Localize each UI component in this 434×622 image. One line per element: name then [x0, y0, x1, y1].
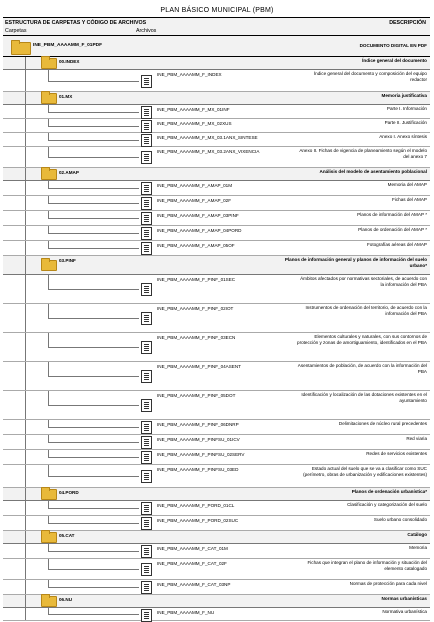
- section-row-01-mx[interactable]: [3, 92, 430, 105]
- file-icon: [141, 212, 152, 225]
- file-icon: [141, 227, 152, 240]
- tree-connector: [25, 516, 26, 530]
- tree-connector: [25, 70, 26, 91]
- file-icon: [141, 106, 152, 119]
- file-name: INE_PBM_AAAAMM_F_AMAP_05OF: [157, 243, 235, 248]
- file-row[interactable]: [3, 211, 430, 226]
- file-row[interactable]: [3, 559, 430, 580]
- file-icon: [141, 563, 152, 576]
- tree-connector: [48, 241, 139, 249]
- table-header: [3, 18, 430, 27]
- file-name: INE_PBM_AAAAMM_F_CAT_01M: [157, 546, 228, 551]
- file-icon: [141, 545, 152, 558]
- file-icon: [141, 283, 152, 296]
- page-title: PLAN BÁSICO MUNICIPAL (PBM): [160, 7, 274, 14]
- description-header: DESCRIPCIÓN: [389, 19, 426, 26]
- file-description: Identificación y localización de las dotaciones existentes en el ayuntamiento: [301, 392, 427, 403]
- tree-connector: [48, 133, 139, 141]
- tree-connector: [25, 241, 26, 255]
- file-row[interactable]: [3, 333, 430, 362]
- file-name: INE_PBM_AAAAMM_F_PINF_01SEC: [157, 277, 236, 282]
- file-description: Anexo I. Anexo síntesis: [379, 134, 427, 139]
- tree-connector: [48, 226, 139, 234]
- tree-connector: [25, 580, 26, 594]
- tree-connector: [48, 181, 139, 189]
- file-row[interactable]: [3, 105, 430, 119]
- tree-connector: [48, 211, 139, 219]
- file-description: Delimitaciones de núcleo rural precedentes: [338, 421, 427, 426]
- file-description: Estado actual del suelo que se va a clasificar como SUC (perímetro, obras de urbanización y edificaciones existentes): [303, 466, 427, 477]
- file-row[interactable]: [3, 181, 430, 196]
- table-subheader: [3, 27, 430, 36]
- section-row-06-nu[interactable]: [3, 595, 430, 608]
- tree-connector: [25, 181, 26, 195]
- file-description: Fotografías aéreas del AMAP: [366, 242, 427, 247]
- section-folder-name: 00.INDEX: [59, 59, 80, 64]
- tree-connector: [25, 57, 26, 69]
- file-icon: [141, 517, 152, 530]
- file-name: INE_PBM_AAAAMM_F_CAT_03NP: [157, 582, 231, 587]
- file-row[interactable]: [3, 196, 430, 211]
- tree-connector: [25, 595, 26, 607]
- tree-connector: [25, 531, 26, 543]
- file-icon: [141, 609, 152, 622]
- tree-connector: [48, 435, 139, 443]
- tree-connector: [48, 559, 139, 570]
- folder-icon: [41, 169, 57, 180]
- structure-header: ESTRUCTURA DE CARPETAS Y CÓDIGO DE ARCHIVOS: [5, 19, 147, 26]
- section-folder-name: 02.AMAP: [59, 170, 79, 175]
- file-name: INE_PBM_AAAAMM_F_PORD_02SUC: [157, 518, 239, 523]
- folders-header: Carpetas: [5, 28, 27, 34]
- tree-connector: [48, 105, 139, 113]
- file-name: INE_PBM_AAAAMM_F_PORD_01CL: [157, 503, 235, 508]
- tree-connector: [48, 501, 139, 509]
- tree-connector: [25, 105, 26, 118]
- file-row[interactable]: [3, 147, 430, 168]
- file-icon: [141, 470, 152, 483]
- file-name: INE_PBM_AAAAMM_F_PINF_05DOT: [157, 393, 236, 398]
- file-description: Normativa urbanística: [382, 609, 427, 614]
- file-description: Memoria del AMAP: [387, 182, 427, 187]
- section-folder-name: 04.PORD: [59, 490, 79, 495]
- file-icon: [141, 151, 152, 164]
- section-description: Análisis del modelo de asentamiento poblacional: [319, 169, 427, 174]
- tree-connector: [25, 465, 26, 487]
- file-description: Elementos culturales y naturales, con sus contornos de protección y zonas de amortiguamiento, identificados en el PBA: [297, 334, 427, 345]
- file-name: INE_PBM_AAAAMM_F_PINF_02IOT: [157, 306, 234, 311]
- tree-connector: [25, 559, 26, 579]
- tree-connector: [25, 488, 26, 500]
- file-description: Planos de ordenación del AMAP *: [358, 227, 427, 232]
- section-row-00-index[interactable]: [3, 57, 430, 70]
- section-folder-name: 03.PINF: [59, 258, 76, 263]
- section-description: Planos de información general y planos de información del suelo urbano*: [284, 257, 427, 268]
- tree-connector: [48, 391, 139, 406]
- root-folder-description: DOCUMENTO DIGITAL EN PDF: [359, 43, 427, 48]
- file-icon: [141, 182, 152, 195]
- tree-connector: [25, 226, 26, 240]
- file-name: INE_PBM_AAAAMM_F_PINFSU_02SERV: [157, 452, 245, 457]
- file-description: Red viaria: [406, 436, 427, 441]
- section-row-02-amap[interactable]: [3, 168, 430, 181]
- tree-connector: [25, 362, 26, 390]
- tree-connector: [25, 304, 26, 332]
- folder-structure-table: [3, 17, 430, 621]
- folder-icon: [41, 93, 57, 104]
- tree-connector: [48, 70, 139, 82]
- file-description: Normas de protección para cada nivel: [349, 581, 427, 586]
- file-row[interactable]: [3, 516, 430, 531]
- file-row[interactable]: [3, 241, 430, 256]
- tree-connector: [48, 450, 139, 458]
- tree-connector: [25, 333, 26, 361]
- folder-icon: [41, 260, 57, 271]
- section-row-05-cat[interactable]: [3, 531, 430, 544]
- file-row[interactable]: [3, 544, 430, 559]
- folder-icon: [41, 532, 57, 543]
- file-row[interactable]: [3, 226, 430, 241]
- tree-connector: [25, 435, 26, 449]
- file-description: Clasificación y categorización del suelo: [347, 502, 427, 507]
- file-row[interactable]: [3, 391, 430, 420]
- file-name: INE_PBM_AAAAMM_F_AMAP_01M: [157, 183, 233, 188]
- file-description: Índice general del documento y composición del equipo redactor: [313, 71, 427, 82]
- file-icon: [141, 581, 152, 594]
- tree-connector: [25, 92, 26, 104]
- file-row[interactable]: [3, 119, 430, 133]
- tree-connector: [25, 275, 26, 303]
- section-description: Índice general del documento: [362, 58, 427, 63]
- folder-icon: [41, 58, 57, 69]
- file-name: INE_PBM_AAAAMM_F_AMAP_03PINF: [157, 213, 239, 218]
- file-name: INE_PBM_AAAAMM_F_AMAP_04PORD: [157, 228, 242, 233]
- tree-connector: [48, 147, 139, 158]
- tree-connector: [48, 544, 139, 552]
- tree-connector: [25, 450, 26, 464]
- file-name: INE_PBM_AAAAMM_F_PINF_03ECN: [157, 335, 236, 340]
- tree-connector: [25, 168, 26, 180]
- file-description: Parte II. Justificación: [384, 120, 427, 125]
- file-name: INE_PBM_AAAAMM_F_NU: [157, 610, 215, 615]
- tree-connector: [48, 275, 139, 290]
- file-description: Anexo II. Fichas de vigencia de planeamiento según el modelo del anexo 7: [299, 148, 427, 159]
- tree-connector: [25, 608, 26, 620]
- tree-connector: [48, 333, 139, 348]
- section-description: Normas urbanísticas: [381, 596, 427, 601]
- tree-connector: [48, 362, 139, 377]
- file-row[interactable]: [3, 70, 430, 92]
- tree-connector: [48, 580, 139, 588]
- file-icon: [141, 436, 152, 449]
- file-icon: [141, 370, 152, 383]
- folder-icon: [11, 42, 31, 55]
- tree-connector: [25, 211, 26, 225]
- file-name: INE_PBM_AAAAMM_F_PINFSU_03ED: [157, 467, 239, 472]
- file-icon: [141, 451, 152, 464]
- file-description: Suelo urbano consolidado: [373, 517, 427, 522]
- tree-connector: [25, 119, 26, 132]
- file-row[interactable]: [3, 275, 430, 304]
- section-description: Catálogo: [407, 532, 427, 537]
- file-icon: [141, 502, 152, 515]
- file-description: Fichas del AMAP: [392, 197, 427, 202]
- file-name: INE_PBM_AAAAMM_F_MX_03.1ANX_SINTESE: [157, 135, 258, 140]
- file-icon: [141, 197, 152, 210]
- tree-connector: [48, 516, 139, 524]
- file-row[interactable]: [3, 501, 430, 516]
- file-description: Asentamientos de población, de acuerdo con la información del PBA: [297, 363, 427, 374]
- tree-connector: [25, 420, 26, 434]
- file-row[interactable]: [3, 304, 430, 333]
- tree-connector: [48, 119, 139, 127]
- file-name: INE_PBM_AAAAMM_F_MX_03.2ANX_VIXENCIA: [157, 149, 260, 154]
- file-name: INE_PBM_AAAAMM_F_INDEX: [157, 72, 222, 77]
- file-row[interactable]: [3, 450, 430, 465]
- file-description: Ámbitos afectados por normativas sectoriales, de acuerdo con la información del PBA: [300, 276, 427, 287]
- tree-connector: [25, 501, 26, 515]
- section-folder-name: 06.NU: [59, 597, 73, 602]
- file-description: Memoria: [409, 545, 427, 550]
- file-description: Parte I. Información: [386, 106, 427, 111]
- root-folder-name: INE_PBM_AAAAMM_F_01PDF: [33, 43, 103, 48]
- file-row[interactable]: [3, 420, 430, 435]
- folder-icon: [41, 489, 57, 500]
- tree-connector: [48, 196, 139, 204]
- section-folder-name: 05.CAT: [59, 533, 75, 538]
- tree-connector: [48, 608, 139, 615]
- file-description: Instrumentos de ordenación del territorio, de acuerdo con la información del PBA: [305, 305, 427, 316]
- file-icon: [141, 399, 152, 412]
- file-name: INE_PBM_AAAAMM_F_PINFSU_01ICV: [157, 437, 240, 442]
- file-icon: [141, 242, 152, 255]
- file-icon: [141, 75, 152, 88]
- section-row-03-pinf[interactable]: [3, 256, 430, 275]
- tree-connector: [48, 420, 139, 428]
- file-row[interactable]: [3, 465, 430, 488]
- section-folder-name: 01.MX: [59, 94, 73, 99]
- file-row[interactable]: [3, 435, 430, 450]
- tree-connector: [25, 147, 26, 167]
- file-icon: [141, 312, 152, 325]
- file-description: Redes de servicios existentes: [366, 451, 427, 456]
- file-row[interactable]: [3, 362, 430, 391]
- tree-connector: [48, 304, 139, 319]
- tree-connector: [25, 256, 26, 274]
- file-icon: [141, 421, 152, 434]
- file-name: INE_PBM_AAAAMM_F_PINF_04ASENT: [157, 364, 241, 369]
- section-description: Planos de ordenación urbanística*: [351, 489, 427, 494]
- file-icon: [141, 134, 152, 147]
- file-row[interactable]: [3, 580, 430, 595]
- tree-connector: [25, 196, 26, 210]
- file-name: INE_PBM_AAAAMM_F_AMAP_02F: [157, 198, 232, 203]
- file-name: INE_PBM_AAAAMM_F_CAT_02F: [157, 561, 227, 566]
- tree-connector: [25, 133, 26, 146]
- tree-connector: [25, 391, 26, 419]
- tree-connector: [25, 544, 26, 558]
- root-folder-row[interactable]: [3, 36, 430, 57]
- file-name: INE_PBM_AAAAMM_F_MX_02XUS: [157, 121, 232, 126]
- section-row-04-pord[interactable]: [3, 488, 430, 501]
- file-description: Planos de información del AMAP *: [357, 212, 427, 217]
- tree-connector: [48, 465, 139, 477]
- files-header: Archivos: [136, 28, 157, 34]
- folder-icon: [41, 596, 57, 607]
- file-icon: [141, 341, 152, 354]
- file-icon: [141, 120, 152, 133]
- section-description: Memoria justificativa: [381, 93, 427, 98]
- file-name: INE_PBM_AAAAMM_F_MX_01INF: [157, 107, 230, 112]
- file-description: Fichas que integran el plano de información y situación del elemento catalogado: [307, 560, 427, 571]
- file-row[interactable]: [3, 133, 430, 147]
- file-name: INE_PBM_AAAAMM_F_PINF_06DNRP: [157, 422, 239, 427]
